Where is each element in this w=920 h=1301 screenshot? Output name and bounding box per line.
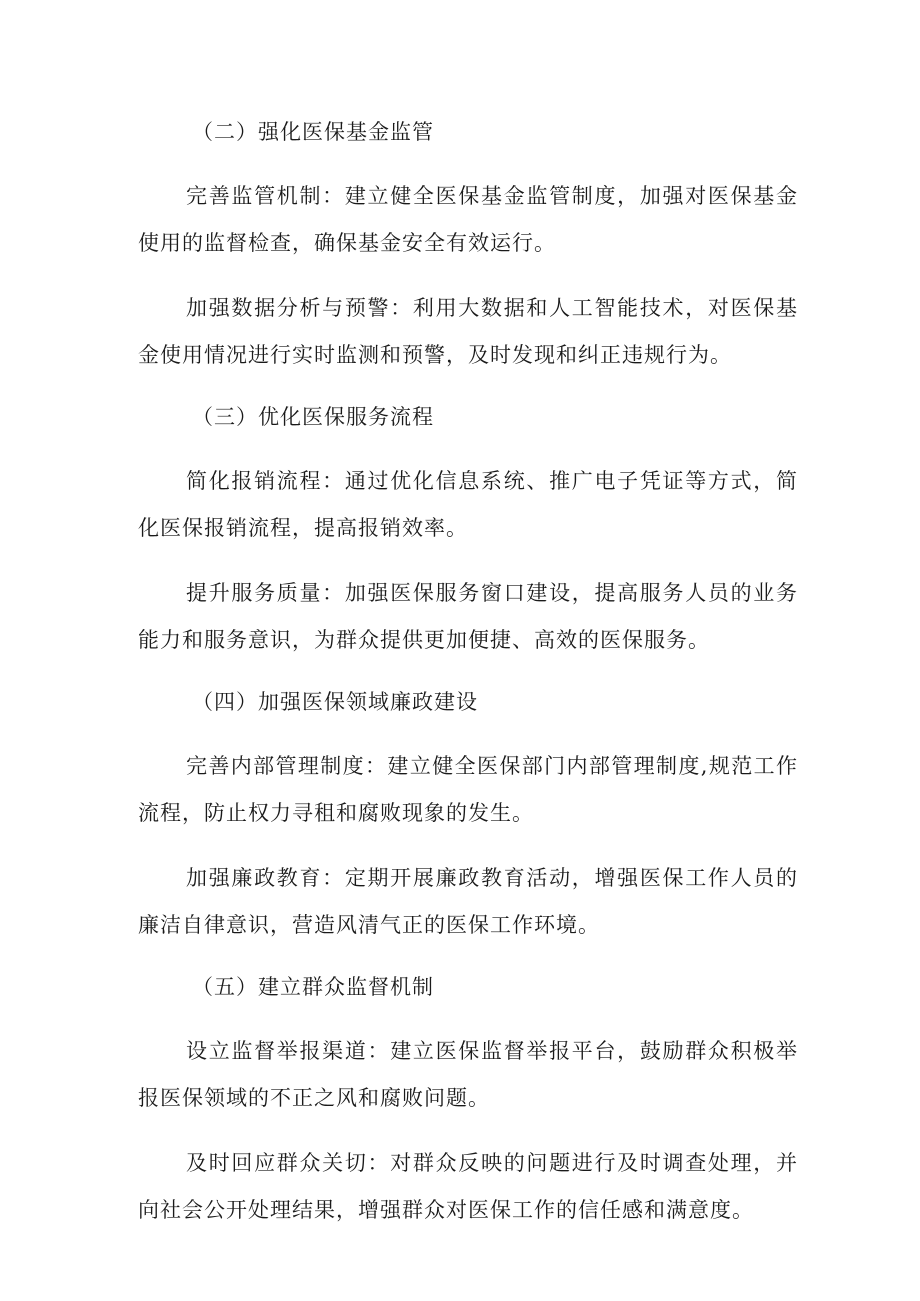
paragraph: 设立监督举报渠道：建立医保监督举报平台，鼓励群众积极举报医保领域的不正之风和腐败问题。	[138, 1039, 798, 1110]
section-heading: （三）优化医保服务流程	[192, 405, 434, 429]
section-heading: （二）强化医保基金监管	[192, 120, 434, 144]
section-4	[138, 682, 798, 967]
section-heading: （四）加强医保领域廉政建设	[192, 690, 478, 714]
document-body	[138, 112, 798, 1234]
paragraph: 简化报销流程：通过优化信息系统、推广电子凭证等方式，简化医保报销流程，提高报销效率。	[138, 469, 798, 540]
paragraph: 完善监管机制：建立健全医保基金监管制度，加强对医保基金使用的监督检查，确保基金安全有效运行。	[138, 184, 798, 255]
section-heading: （五）建立群众监督机制	[192, 975, 434, 999]
paragraph: 完善内部管理制度：建立健全医保部门内部管理制度,规范工作流程，防止权力寻租和腐败现象的发生。	[138, 754, 798, 825]
paragraph: 及时回应群众关切：对群众反映的问题进行及时调查处理，并向社会公开处理结果，增强群众对医保工作的信任感和满意度。	[138, 1151, 798, 1222]
paragraph: 提升服务质量：加强医保服务窗口建设，提高服务人员的业务能力和服务意识，为群众提供更加便捷、高效的医保服务。	[138, 581, 798, 652]
section-5	[138, 967, 798, 1234]
section-3	[138, 397, 798, 682]
section-2	[138, 112, 798, 397]
paragraph: 加强廉政教育：定期开展廉政教育活动，增强医保工作人员的廉洁自律意识，营造风清气正的医保工作环境。	[138, 866, 798, 937]
paragraph: 加强数据分析与预警：利用大数据和人工智能技术，对医保基金使用情况进行实时监测和预警，及时发现和纠正违规行为。	[138, 296, 798, 367]
